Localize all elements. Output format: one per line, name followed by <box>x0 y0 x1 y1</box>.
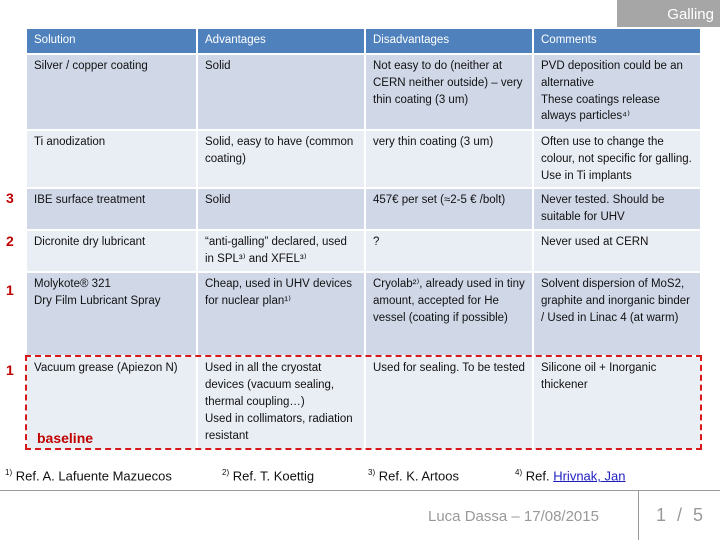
cell: Solid <box>198 55 364 129</box>
table-row <box>27 55 700 129</box>
ref-number: 2) <box>222 468 230 477</box>
header-advantages: Advantages <box>198 29 364 53</box>
reference-1 <box>5 468 172 483</box>
footer-divider <box>0 490 720 491</box>
header-comments: Comments <box>534 29 700 53</box>
cell: Cryolab²⁾, already used in tiny amount, accepted for He vessel (coating if possible) <box>366 273 532 355</box>
cell: Ti anodization <box>27 131 196 187</box>
cell: PVD deposition could be an alternative These coatings release always particles⁴⁾ <box>534 55 700 129</box>
cell: Silver / copper coating <box>27 55 196 129</box>
cell: Dicronite dry lubricant <box>27 231 196 271</box>
cell: 457€ per set (≈2-5 € /bolt) <box>366 189 532 229</box>
ref-text: Ref. T. Koettig <box>232 468 315 484</box>
ref-number: 4) <box>515 468 523 477</box>
table-row <box>27 189 700 229</box>
cell: “anti-galling” declared, used in SPL³⁾ and XFEL³⁾ <box>198 231 364 271</box>
ref-text: Ref. A. Lafuente Mazuecos <box>15 468 172 484</box>
table-header <box>27 29 700 53</box>
reference-link[interactable]: Hrivnak, Jan <box>553 468 626 484</box>
section-tab: Galling <box>617 0 720 27</box>
cell: Solid <box>198 189 364 229</box>
cell: Vacuum grease (Apiezon N) <box>27 357 196 449</box>
cell: Used in all the cryostat devices (vacuum sealing, thermal coupling…) Used in collimators, radiation resistant <box>198 357 364 449</box>
page-number: 1 / 5 <box>656 505 707 525</box>
header-solution: Solution <box>27 29 196 53</box>
baseline-label: baseline <box>37 430 94 446</box>
baseline-highlight-box <box>25 355 702 450</box>
rank-label: 1 <box>6 282 14 298</box>
ref-number: 3) <box>368 468 376 477</box>
cell: Never tested. Should be suitable for UHV <box>534 189 700 229</box>
rank-label: 1 <box>6 362 14 378</box>
header-disadvantages: Disadvantages <box>366 29 532 53</box>
reference-3 <box>368 468 459 483</box>
cell: Cheap, used in UHV devices for nuclear plan¹⁾ <box>198 273 364 355</box>
cell: Molykote® 321 Dry Film Lubricant Spray <box>27 273 196 355</box>
reference-2 <box>222 468 314 483</box>
cell: Used for sealing. To be tested <box>366 357 532 449</box>
table-row <box>27 273 700 355</box>
cell: Often use to change the colour, not specific for galling. Use in Ti implants <box>534 131 700 187</box>
table-row <box>27 131 700 187</box>
ref-text: Ref. <box>525 468 554 484</box>
cell: Solid, easy to have (common coating) <box>198 131 364 187</box>
ref-number: 1) <box>5 468 13 477</box>
cell: Silicone oil + Inorganic thickener <box>534 357 700 449</box>
table-row <box>27 231 700 271</box>
rank-label: 3 <box>6 190 14 206</box>
cell: ? <box>366 231 532 271</box>
rank-label: 2 <box>6 233 14 249</box>
reference-4 <box>515 468 625 483</box>
ref-text: Ref. K. Artoos <box>378 468 459 484</box>
cell: Not easy to do (neither at CERN neither outside) – very thin coating (3 um) <box>366 55 532 129</box>
footer-vertical-divider <box>638 490 639 540</box>
cell: Solvent dispersion of MoS2, graphite and inorganic binder / Used in Linac 4 (at warm) <box>534 273 700 355</box>
cell: Never used at CERN <box>534 231 700 271</box>
cell: IBE surface treatment <box>27 189 196 229</box>
cell: very thin coating (3 um) <box>366 131 532 187</box>
footer-author-date: Luca Dassa – 17/08/2015 <box>428 508 599 525</box>
